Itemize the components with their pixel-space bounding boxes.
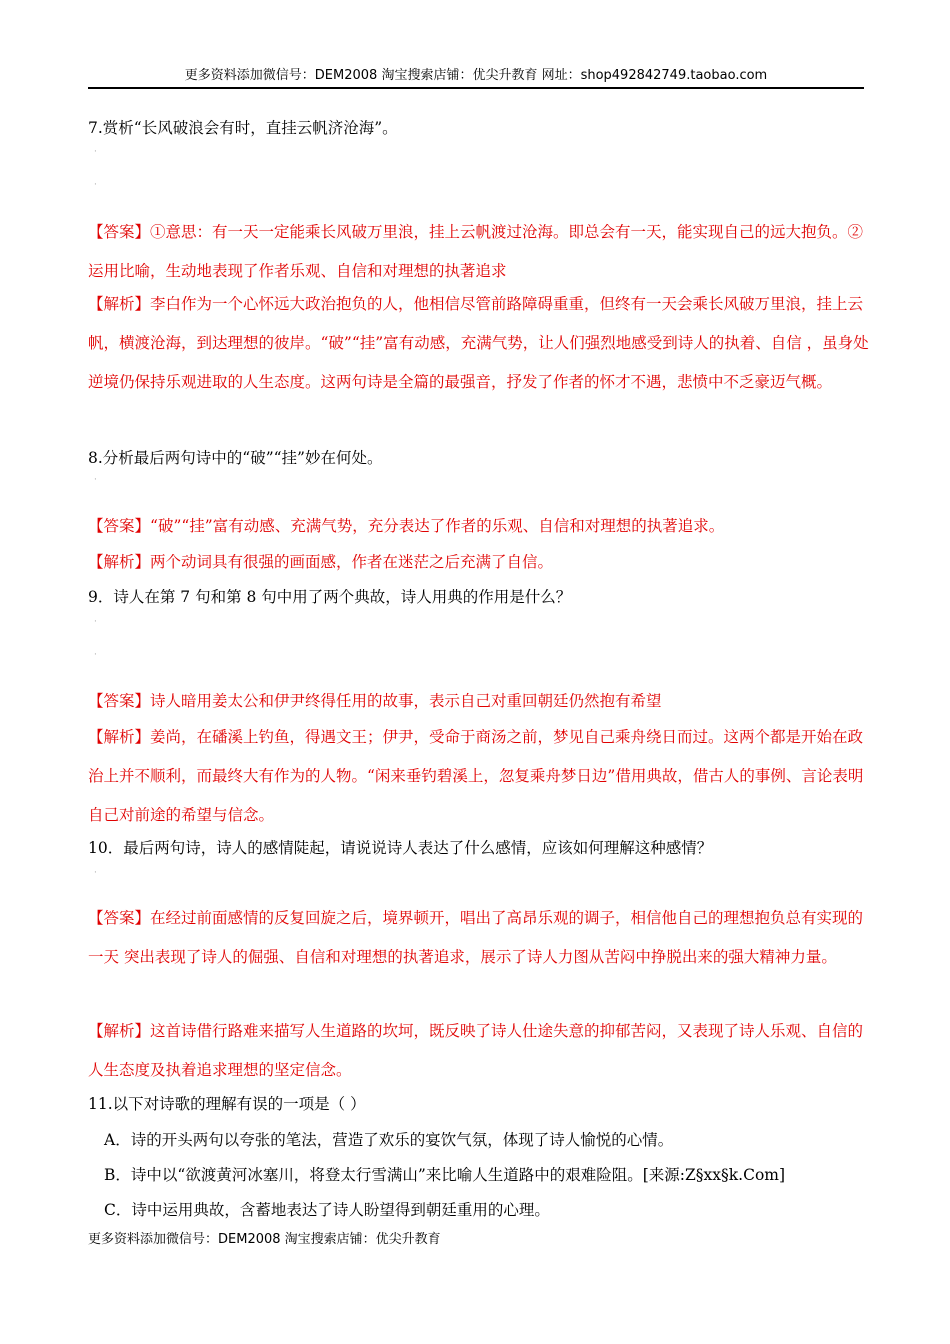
blank-line-marker: ·: [94, 650, 97, 660]
blank-line-marker: ·: [94, 617, 97, 627]
question-10: 10．最后两句诗，诗人的感情陡起，请说说诗人表达了什么感情，应该如何理解这种感情？: [88, 839, 713, 857]
analysis-tag: 【解析】: [88, 295, 151, 313]
analysis-text: 李白作为一个心怀远大政治抱负的人，他相信尽管前路障碍重重，但终有一天会乘长风破万里浪，挂上云帆，横渡沧海，到达理想的彼岸。“破”“挂”富有动感，充满气势，让人们强烈地感受到诗人的执着、自信 ，虽身处逆境仍保持乐观进取的人生态度。这两句诗是全篇的最强音，抒发了作者的怀才不遇，悲愤中不乏豪迈气概。: [88, 295, 869, 391]
option-a: A．诗的开头两句以夸张的笔法，营造了欢乐的宴饮气氛，体现了诗人愉悦的心情。: [104, 1131, 674, 1149]
q9-answer: [88, 682, 878, 721]
answer-tag: 【答案】: [88, 909, 151, 927]
q8-answer: [88, 507, 878, 546]
answer-text: ①意思：有一天一定能乘长风破万里浪，挂上云帆渡过沧海。即总会有一天，能实现自己的远大抱负。②运用比喻，生动地表现了作者乐观、自信和对理想的执著追求: [88, 223, 864, 280]
option-b: B．诗中以“欲渡黄河冰塞川，将登太行雪满山”来比喻人生道路中的艰难险阻。[来源:Z§xx§k.Com]: [104, 1166, 786, 1184]
answer-tag: 【答案】: [88, 517, 151, 535]
analysis-text: 这首诗借行路难来描写人生道路的坎坷，既反映了诗人仕途失意的抑郁苦闷，又表现了诗人乐观、自信的人生态度及执着追求理想的坚定信念。: [88, 1022, 864, 1079]
answer-tag: 【答案】: [88, 692, 151, 710]
header-divider: [88, 87, 864, 89]
q10-analysis: [88, 1012, 878, 1090]
answer-text: 在经过前面感情的反复回旋之后，境界顿开，唱出了高昂乐观的调子，相信他自己的理想抱负总有实现的一天 突出表现了诗人的倔强、自信和对理想的执著追求，展示了诗人力图从苦闷中挣脱出来的强大精神力量。: [88, 909, 864, 966]
question-7: 7.赏析“长风破浪会有时，直挂云帆济沧海”。: [88, 119, 398, 137]
page-header: 更多资料添加微信号：DEM2008 淘宝搜索店铺：优尖升教育 网址：shop492842749.taobao.com: [184, 68, 768, 83]
blank-line-marker: ·: [94, 180, 97, 190]
answer-text: “破”“挂”富有动感、充满气势，充分表达了作者的乐观、自信和对理想的执著追求。: [150, 517, 725, 535]
analysis-tag: 【解析】: [88, 728, 151, 746]
analysis-tag: 【解析】: [88, 553, 151, 571]
question-8: 8.分析最后两句诗中的“破”“挂”妙在何处。: [88, 449, 383, 467]
question-9: 9．诗人在第 7 句和第 8 句中用了两个典故，诗人用典的作用是什么？: [88, 588, 572, 606]
analysis-text: 两个动词具有很强的画面感，作者在迷茫之后充满了自信。: [150, 553, 554, 571]
analysis-text: 姜尚，在磻溪上钓鱼，得遇文王；伊尹，受命于商汤之前，梦见自己乘舟绕日而过。这两个都是开始在政治上并不顺利，而最终大有作为的人物。“闲来垂钓碧溪上，忽复乘舟梦日边”借用典故，借古人的事例、言论表明自己对前途的希望与信念。: [88, 728, 864, 824]
answer-text: 诗人暗用姜太公和伊尹终得任用的故事，表示自己对重回朝廷仍然抱有希望: [150, 692, 662, 710]
analysis-tag: 【解析】: [88, 1022, 151, 1040]
page-footer: 更多资料添加微信号：DEM2008 淘宝搜索店铺：优尖升教育: [88, 1232, 441, 1247]
q7-analysis: [88, 285, 878, 402]
question-11: 11.以下对诗歌的理解有误的一项是（ ）: [88, 1095, 366, 1113]
blank-line-marker: ·: [94, 475, 97, 485]
q8-analysis: [88, 543, 878, 582]
option-c: C．诗中运用典故，含蓄地表达了诗人盼望得到朝廷重用的心理。: [104, 1201, 550, 1219]
blank-line-marker: ·: [94, 147, 97, 157]
q7-answer: [88, 213, 878, 291]
answer-tag: 【答案】: [88, 223, 151, 241]
q10-answer: [88, 899, 878, 977]
blank-line-marker: ·: [94, 868, 97, 878]
q9-analysis: [88, 718, 878, 835]
